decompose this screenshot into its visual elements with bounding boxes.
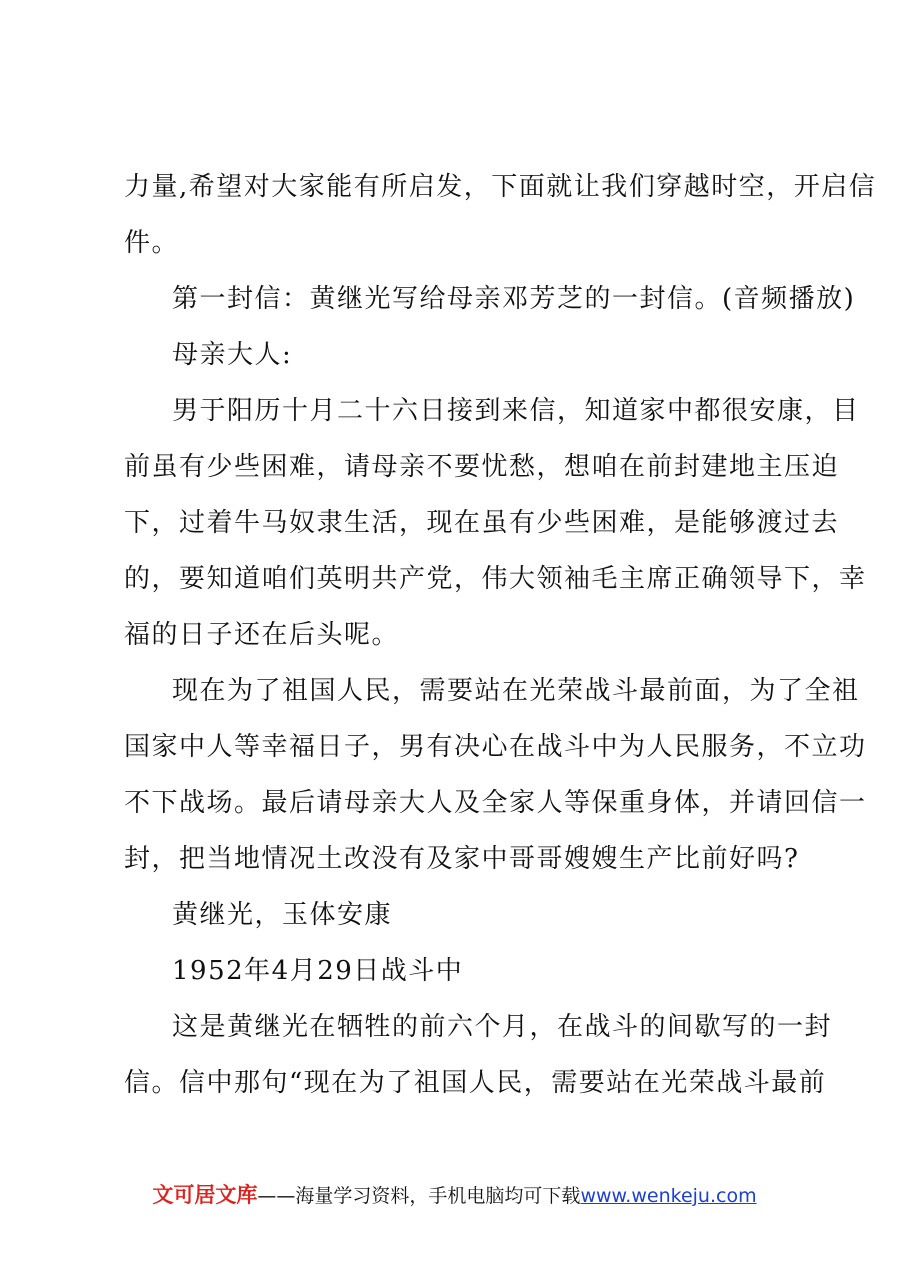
text-line-2: 件。 xyxy=(124,228,180,258)
footer-site-link[interactable]: www.wenkeju.com xyxy=(580,1185,757,1207)
text-line-7: 下，过着牛马奴隶生活，现在虽有少些困难，是能够渡过去 xyxy=(124,508,840,538)
footer-slogan: ——海量学习资料，手机电脑均可下载 xyxy=(257,1185,581,1207)
text-line-6: 前虽有少些困难，请母亲不要忧愁，想咱在前封建地主压迫 xyxy=(124,452,840,482)
text-line-3: 第一封信：黄继光写给母亲邓芳芝的一封信。(音频播放) xyxy=(172,284,856,314)
text-line-5: 男于阳历十月二十六日接到来信，知道家中都很安康，目 xyxy=(172,396,860,426)
footer-brand: 文可居文库 xyxy=(152,1183,258,1207)
text-line-10: 现在为了祖国人民，需要站在光荣战斗最前面，为了全祖 xyxy=(172,676,860,706)
text-line-11: 国家中人等幸福日子，男有决心在战斗中为人民服务，不立功 xyxy=(124,732,867,762)
text-line-4: 母亲大人: xyxy=(172,340,293,370)
text-line-9: 福的日子还在后头呢。 xyxy=(124,620,400,650)
footer-banner xyxy=(0,1180,909,1211)
text-line-15: 1952年4月29日战斗中 xyxy=(172,956,464,986)
text-line-16: 这是黄继光在牺牲的前六个月，在战斗的间歇写的一封 xyxy=(172,1012,833,1042)
text-line-17: 信。信中那句“现在为了祖国人民，需要站在光荣战斗最前 xyxy=(124,1068,827,1098)
text-line-1: 力量,希望对大家能有所启发，下面就让我们穿越时空，开启信 xyxy=(124,172,877,202)
text-line-12: 不下战场。最后请母亲大人及全家人等保重身体，并请回信一 xyxy=(124,788,867,818)
text-line-14: 黄继光，玉体安康 xyxy=(172,900,393,930)
text-line-13: 封，把当地情况土改没有及家中哥哥嫂嫂生产比前好吗? xyxy=(124,844,800,874)
text-line-8: 的，要知道咱们英明共产党，伟大领袖毛主席正确领导下，幸 xyxy=(124,564,867,594)
